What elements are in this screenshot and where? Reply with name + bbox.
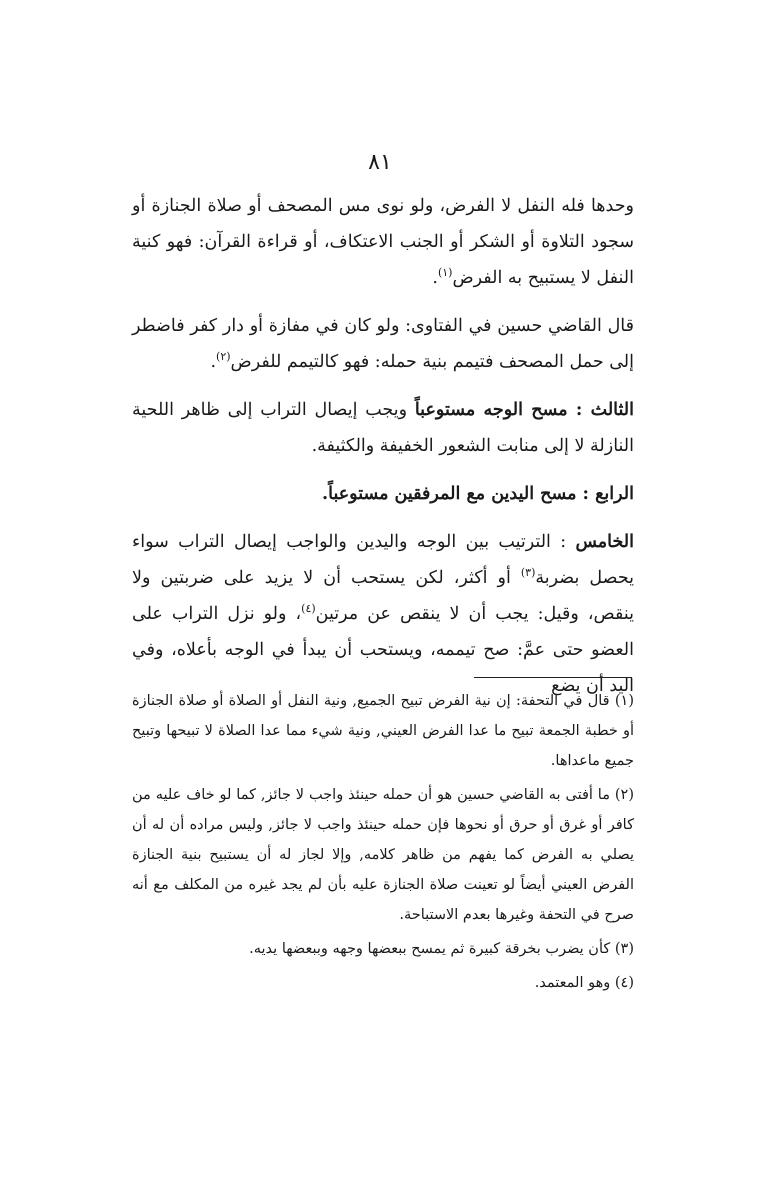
paragraph [132, 188, 634, 296]
paragraph-text: . [432, 268, 438, 288]
footnote-ref: (٣) [520, 566, 536, 580]
paragraph [132, 308, 634, 380]
paragraph-text: ويجب إيصال التراب إلى ظاهر اللحية النازلة لا إلى منابت الشعور الخفيفة والكثيفة. [132, 400, 634, 456]
paragraph [132, 476, 634, 512]
paragraph-text: ، ولو نزل التراب على العضو حتى عمَّ: صح تيممه، ويستحب أن يبدأ في الوجه بأعلاه، وفي اليد أن يضع [132, 604, 634, 696]
paragraph-text: وحدها فله النفل لا الفرض، ولو نوى مس المصحف أو صلاة الجنازة أو سجود التلاوة أو الشكر أو الجنب الاعتكاف، أو قراءة القرآن: فهو كنية النفل لا يستبيح به الفرض [132, 196, 634, 288]
page-number: ٨١ [368, 150, 392, 175]
footnote: (٢) ما أفتى به القاضي حسين هو أن حمله حينئذ واجب لا جائز, كما لو خاف عليه من كافر أو غرق أو حرق أو نحوها فإن حمله حينئذ واجب لا جائز, وليس مراده أن له أن يصلي به الفرض كما يفهم من ظاهر كلامه, وإلا لجاز له أن يستبيح بنية الجنازة الفرض العيني أيضاً لو تعينت صلاة الجنازة عليه بأن لم يجد غيره من المكلف مع أنه صرح في التحفة وغيرها بعدم الاستباحة. [132, 787, 634, 923]
paragraph-heading: الرابع : مسح اليدين مع المرفقين مستوعباً. [322, 484, 634, 504]
paragraph-heading: الثالث : مسح الوجه مستوعباً [414, 400, 634, 420]
footnote: (١) قال في التحفة: إن نية الفرض تبيح الجميع, ونية النفل أو الصلاة أو صلاة الجنازة أو خطبة الجمعة تبيح ما عدا الفرض العيني, ونية شيء مما عدا الصلاة لا تبيحها وتبيح جميع ماعداها. [132, 693, 635, 769]
footnote-separator [474, 677, 632, 678]
paragraph-heading: الخامس [575, 532, 634, 552]
footnote-ref: (١) [437, 266, 453, 280]
paragraph-text: قال القاضي حسين في الفتاوى: ولو كان في مفازة أو دار كفر فاضطر إلى حمل المصحف فتيمم بنية حمله: فهو كالتيمم للفرض [132, 316, 634, 372]
footnote: (٤) وهو المعتمد. [534, 975, 634, 991]
paragraph-text: أو أكثر، لكن يستحب أن لا يزيد على ضربتين ولا ينقص، وقيل: يجب أن لا ينقص عن مرتين [132, 568, 634, 624]
main-text [132, 188, 634, 716]
footnote-ref: (٤) [301, 602, 316, 616]
paragraph-text: : الترتيب بين الوجه واليدين والواجب إيصال التراب سواء يحصل بضربة [132, 532, 634, 588]
footnotes [132, 686, 634, 1002]
footnote: (٣) كأن يضرب بخرقة كبيرة ثم يمسح ببعضها وجهه وببعضها يديه. [249, 941, 634, 957]
paragraph-text: . [210, 352, 217, 372]
paragraph [132, 392, 634, 464]
footnote-ref: (٢) [216, 350, 231, 364]
